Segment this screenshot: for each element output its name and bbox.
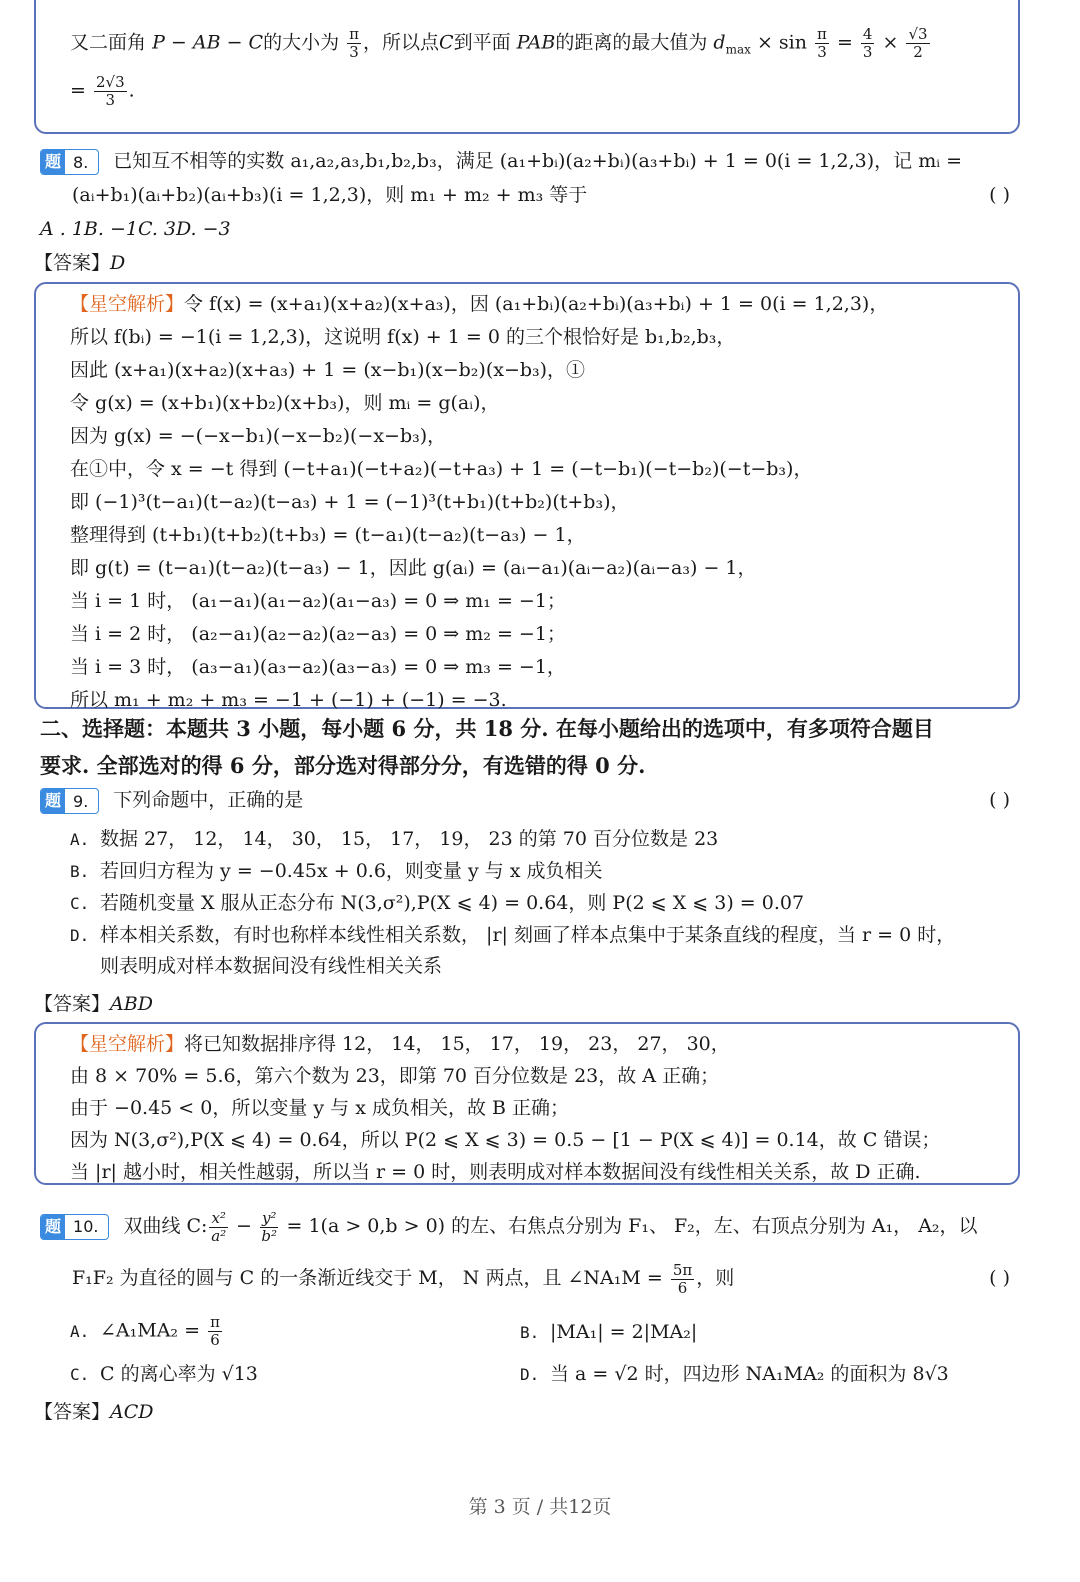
question-9-answer (34, 988, 1014, 1021)
question-8-line2 (72, 179, 1020, 212)
fraction: $\frac{√3}{2}$ (908, 25, 928, 61)
question-tag: 题 10. (40, 1214, 109, 1240)
solution-label: 【星空解析】 (70, 1033, 185, 1055)
solution-line: 因为 N(3,σ²),P(X ⩽ 4) = 0.64，所以 P(2 ⩽ X ⩽ 3) = 0.5 − [1 − P(X ⩽ 4)] = 0.14，故 C 错误； (70, 1129, 941, 1151)
text: ，所以点 (363, 31, 440, 54)
solution-line: 因为 g(x) = −(−x−b₁)(−x−b₂)(−x−b₃)， (70, 425, 447, 447)
option-d: D. 当 a = √2 时，四边形 NA₁MA₂ 的面积为 8√3 (520, 1363, 949, 1385)
answer-paren: ( ) (989, 184, 1010, 206)
math: × (882, 31, 899, 54)
math: = (70, 79, 86, 102)
option-a: A. 数据 27， 12， 14， 30， 15， 17， 19， 23 的第 70 百分位数是 23 (70, 828, 719, 850)
math: − (235, 1215, 252, 1237)
answer-label: 【答案】 (34, 1401, 111, 1423)
question-10-line2 (72, 1258, 1020, 1298)
math: PAB (516, 31, 556, 54)
question-text: 双曲线 C: (123, 1215, 208, 1237)
solution-line: 令 g(x) = (x+b₁)(x+b₂)(x+b₃)，则 mᵢ = g(aᵢ)， (70, 392, 500, 414)
solution-box-q7-tail (34, 0, 1020, 134)
solution-line (70, 288, 1018, 321)
options-text: A . 1B. −1C. 3D. −3 (40, 218, 231, 240)
question-text: ，则 (696, 1267, 735, 1289)
question-text: = 1(a > 0,b > 0) 的左、右焦点分别为 F₁、 F₂，左、右顶点分别为 A₁， A₂，以 (286, 1215, 978, 1237)
solution-line: 当 i = 2 时， (a₂−a₁)(a₂−a₂)(a₂−a₃) = 0 ⇒ m₂ = −1； (70, 623, 566, 645)
math: d (713, 31, 726, 54)
math: = (836, 31, 853, 54)
solution-line (70, 1028, 1018, 1060)
fraction: $\frac{\pi}{6}$ (210, 1313, 220, 1349)
section-heading (40, 710, 934, 784)
question-text: 已知互不相等的实数 a₁,a₂,a₃,b₁,b₂,b₃，满足 (a₁+bᵢ)(a₂+bᵢ)(a₃+bᵢ) + 1 = 0(i = 1,2,3)，记 mᵢ = (113, 150, 963, 172)
answer-value: ABD (110, 993, 153, 1015)
option-d-continued: 则表明成对样本数据间没有线性相关关系 (100, 955, 443, 977)
option-b: B. 若回归方程为 y = −0.45x + 0.6，则变量 y 与 x 成负相关 (70, 860, 603, 882)
fraction: $\frac{2√3}{3}$ (95, 73, 125, 109)
solution-text: 将已知数据排序得 12， 14， 15， 17， 19， 23， 27， 30， (184, 1033, 730, 1055)
solution-line: 因此 (x+a₁)(x+a₂)(x+a₃) + 1 = (x−b₁)(x−b₂)(x−b₃)，① (70, 359, 586, 381)
fraction: $\frac{4}{3}$ (862, 25, 873, 61)
solution-line: 即 g(t) = (t−a₁)(t−a₂)(t−a₃) − 1，因此 g(aᵢ) = (aᵢ−a₁)(aᵢ−a₂)(aᵢ−a₃) − 1， (70, 557, 757, 579)
solution-line (70, 74, 135, 109)
option-d: D. 样本相关系数，有时也称样本线性相关系数， |r| 刻画了样本点集中于某条直线的程度，当 r = 0 时， (70, 924, 956, 946)
fraction: $\frac{\pi}{3}$ (817, 25, 827, 61)
option-c: C. C 的离心率为 √13 (70, 1363, 258, 1385)
answer-label: 【答案】 (34, 993, 111, 1015)
text: 的大小为 (263, 31, 340, 54)
solution-line: 所以 m₁ + m₂ + m₃ = −1 + (−1) + (−1) = −3. (70, 689, 507, 711)
question-8-line1 (40, 145, 1020, 178)
question-text: 下列命题中，正确的是 (113, 789, 304, 811)
solution-line: 由 8 × 70% = 5.6，第六个数为 23，即第 70 百分位数是 23，故 A 正确； (70, 1065, 720, 1087)
option-c: C. 若随机变量 X 服从正态分布 N(3,σ²),P(X ⩽ 4) = 0.64，则 P(2 ⩽ X ⩽ 3) = 0.07 (70, 892, 805, 914)
question-9 (40, 784, 1020, 817)
solution-line: 在①中，令 x = −t 得到 (−t+a₁)(−t+a₂)(−t+a₃) + 1 = (−t−b₁)(−t−b₂)(−t−b₃)， (70, 458, 813, 480)
section-line: 要求. 全部选对的得 6 分，部分选对得部分分，有选错的得 0 分. (40, 753, 646, 778)
section-line: 二、选择题：本题共 3 小题，每小题 6 分，共 18 分. 在每小题给出的选项中，有多项符合题目 (40, 716, 934, 741)
text: 的距离的最大值为 (555, 31, 708, 54)
fraction: $\frac{\text{y²}}{\text{b²}}$ (261, 1208, 278, 1245)
solution-line: 当 |r| 越小时，相关性越弱，所以当 r = 0 时，则表明成对样本数据间没有线性相关关系，故 D 正确. (70, 1161, 921, 1183)
question-10-line1 (40, 1206, 1020, 1246)
solution-label: 【星空解析】 (70, 293, 185, 315)
option-a: A. ∠A₁MA₂ = $\frac{\pi}{6}$ (70, 1313, 220, 1349)
solution-line: 当 i = 1 时， (a₁−a₁)(a₁−a₂)(a₁−a₃) = 0 ⇒ m₁ = −1； (70, 590, 566, 612)
solution-line: 由于 −0.45 < 0，所以变量 y 与 x 成负相关，故 B 正确； (70, 1097, 570, 1119)
question-8-answer (34, 247, 1014, 280)
answer-value: D (110, 252, 126, 274)
math: C (439, 31, 454, 54)
subscript: max (725, 42, 751, 57)
fraction: $\frac{5\pi}{6}$ (672, 1260, 693, 1297)
option-b: B. |MA₁| = 2|MA₂| (520, 1321, 698, 1343)
fraction: $\frac{\text{x²}}{\text{a²}}$ (211, 1208, 227, 1245)
solution-line (70, 26, 932, 66)
question-tag: 题 8. (40, 149, 99, 175)
question-tag: 题 9. (40, 788, 99, 814)
answer-value: ACD (110, 1401, 154, 1423)
solution-line: 整理得到 (t+b₁)(t+b₂)(t+b₃) = (t−a₁)(t−a₂)(t−a₃) − 1， (70, 524, 586, 546)
answer-paren: ( ) (989, 1267, 1010, 1289)
question-10-answer (34, 1396, 1014, 1429)
answer-label: 【答案】 (34, 252, 111, 274)
solution-line: 所以 f(bᵢ) = −1(i = 1,2,3)，这说明 f(x) + 1 = 0 的三个根恰好是 b₁,b₂,b₃， (70, 326, 736, 348)
text: 到平面 (453, 31, 511, 54)
solution-line: 即 (−1)³(t−a₁)(t−a₂)(t−a₃) + 1 = (−1)³(t+b₁)(t+b₂)(t+b₃)， (70, 491, 630, 513)
question-text: (aᵢ+b₁)(aᵢ+b₂)(aᵢ+b₃)(i = 1,2,3)，则 m₁ + m₂ + m₃ 等于 (72, 184, 588, 206)
math: P − AB − C (152, 31, 264, 54)
fraction: $\frac{\pi}{3}$ (349, 25, 359, 61)
question-text: F₁F₂ 为直径的圆与 C 的一条渐近线交于 M， N 两点，且 ∠NA₁M = (72, 1267, 663, 1289)
answer-paren: ( ) (989, 789, 1010, 811)
question-8-options (40, 213, 1020, 246)
solution-line: 当 i = 3 时， (a₃−a₁)(a₃−a₂)(a₃−a₃) = 0 ⇒ m₃ = −1， (70, 656, 566, 678)
text: 又二面角 (70, 31, 147, 54)
math: × sin (756, 31, 807, 54)
page-footer: 第 3 页 / 共12页 (468, 1496, 612, 1518)
solution-text: 令 f(x) = (x+a₁)(x+a₂)(x+a₃)，因 (a₁+bᵢ)(a₂+bᵢ)(a₃+bᵢ) + 1 = 0(i = 1,2,3)， (184, 293, 889, 315)
math: . (128, 79, 135, 102)
solution-box-q9 (34, 1022, 1020, 1185)
solution-box-q8 (34, 282, 1020, 709)
